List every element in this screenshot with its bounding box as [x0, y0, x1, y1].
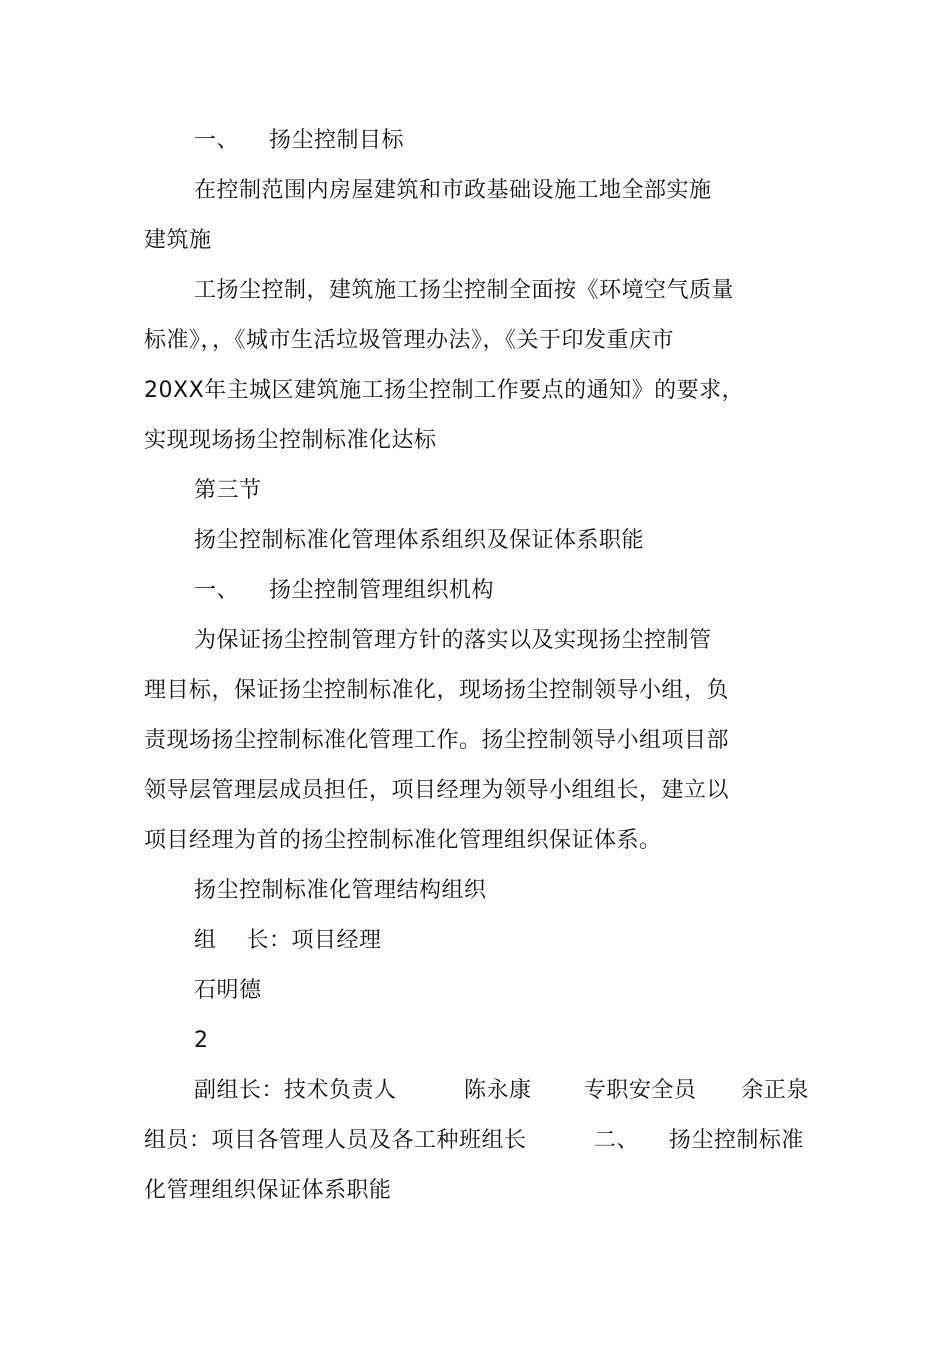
paragraph-line: 建筑施 [144, 228, 212, 253]
leader-name: 石明德 [194, 978, 262, 1003]
section-subtitle: 扬尘控制标准化管理体系组织及保证体系职能 [194, 528, 645, 553]
paragraph-line: 标准》，，《城市生活垃圾管理办法》，《关于印发重庆市 [144, 328, 675, 353]
paragraph-line: 理目标，保证扬尘控制标准化，现场扬尘控制领导小组，负 [144, 678, 730, 703]
paragraph-line: 20XX年主城区建筑施工扬尘控制工作要点的通知》的要求， [144, 378, 745, 403]
paragraph-line: 为保证扬尘控制管理方针的落实以及实现扬尘控制管 [194, 628, 712, 653]
paragraph-line: 在控制范围内房屋建筑和市政基础设施工地全部实施 [194, 178, 712, 203]
members-line: 组员：项目各管理人员及各工种班组长 二、 扬尘控制标准 [144, 1128, 804, 1153]
paragraph-line: 责现场扬尘控制标准化管理工作。扬尘控制领导小组项目部 [144, 728, 730, 753]
page-number: 2 [194, 1028, 209, 1053]
section-heading: 一、 扬尘控制目标 [194, 128, 404, 153]
section-heading: 一、 扬尘控制管理组织机构 [194, 578, 494, 603]
paragraph-line: 工扬尘控制，建筑施工扬尘控制全面按《环境空气质量 [194, 278, 735, 303]
paragraph-line: 实现现场扬尘控制标准化达标 [144, 428, 437, 453]
paragraph-line: 项目经理为首的扬尘控制标准化管理组织保证体系。 [144, 828, 662, 853]
group-leader-line: 组 长：项目经理 [194, 928, 382, 953]
paragraph-line: 化管理组织保证体系职能 [144, 1178, 392, 1203]
paragraph-line: 领导层管理层成员担任，项目经理为领导小组组长，建立以 [144, 778, 730, 803]
section-title: 第三节 [194, 478, 262, 503]
deputy-leader-line: 副组长：技术负责人 陈永康 专职安全员 余正泉 [194, 1078, 809, 1103]
structure-heading: 扬尘控制标准化管理结构组织 [194, 878, 487, 903]
